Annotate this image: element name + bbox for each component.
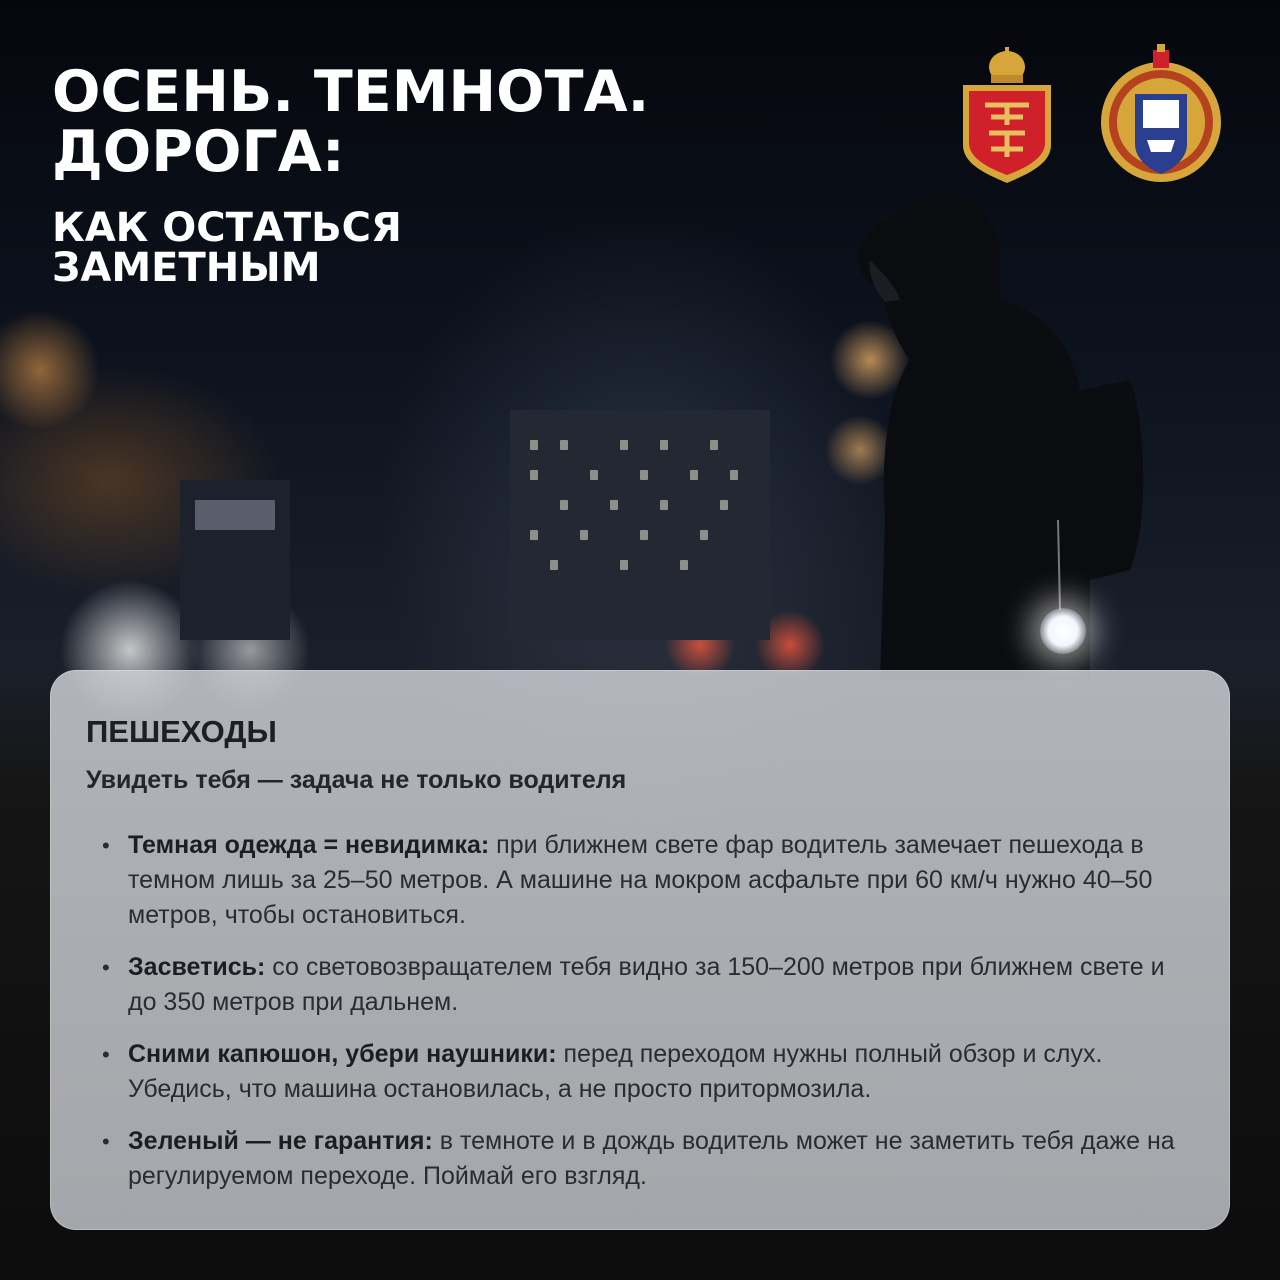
- tip-text: в темноте и в дождь водитель может не заметить тебя даже на регулируемом переходе. Поймай его взгляд.: [128, 1127, 1175, 1190]
- pedestrian-silhouette: [840, 190, 1150, 680]
- list-item: [100, 1124, 1190, 1194]
- bullet-icon: •: [102, 955, 110, 980]
- tip-text: при ближнем свете фар водитель замечает пешехода в темном лишь за 25–50 метров. А машине на мокром асфальте при 60 км/ч нужно 40–50 метров, чтобы остановиться.: [128, 831, 1153, 929]
- list-item: [100, 950, 1190, 1020]
- tips-list: [100, 828, 1190, 1211]
- bullet-icon: •: [102, 1042, 110, 1067]
- info-card: [50, 670, 1230, 1230]
- tip-title: Зеленый — не гарантия:: [128, 1127, 433, 1155]
- headline-block: [52, 59, 650, 291]
- tip-title: Засветись:: [128, 953, 266, 981]
- tip-text: перед переходом нужны полный обзор и слух. Убедись, что машина остановилась, а не просто притормозила.: [128, 1040, 1103, 1103]
- tip-text: со световозвращателем тебя видно за 150–200 метров при ближнем свете и до 350 метров при дальнем.: [128, 953, 1165, 1016]
- list-item: [100, 828, 1190, 933]
- tip-title: Темная одежда = невидимка:: [128, 831, 490, 859]
- tip-title: Сними капюшон, убери наушники:: [128, 1040, 557, 1068]
- card-heading: ПЕШЕХОДЫ: [86, 714, 277, 749]
- bullet-icon: •: [102, 1129, 110, 1154]
- tula-region-coat-of-arms-icon: [955, 45, 1060, 185]
- card-lead: Увидеть тебя — задача не только водителя: [86, 766, 627, 794]
- list-item: [100, 1037, 1190, 1107]
- bullet-icon: •: [102, 833, 110, 858]
- traffic-police-emblem-icon: [1095, 44, 1227, 186]
- background-building: [180, 480, 290, 640]
- background-building: [510, 410, 770, 640]
- page-subtitle: КАК ОСТАТЬСЯ ЗАМЕТНЫМ: [52, 205, 402, 291]
- page-title: ОСЕНЬ. ТЕМНОТА. ДОРОГА:: [52, 59, 650, 185]
- reflector-pendant: [1040, 608, 1086, 654]
